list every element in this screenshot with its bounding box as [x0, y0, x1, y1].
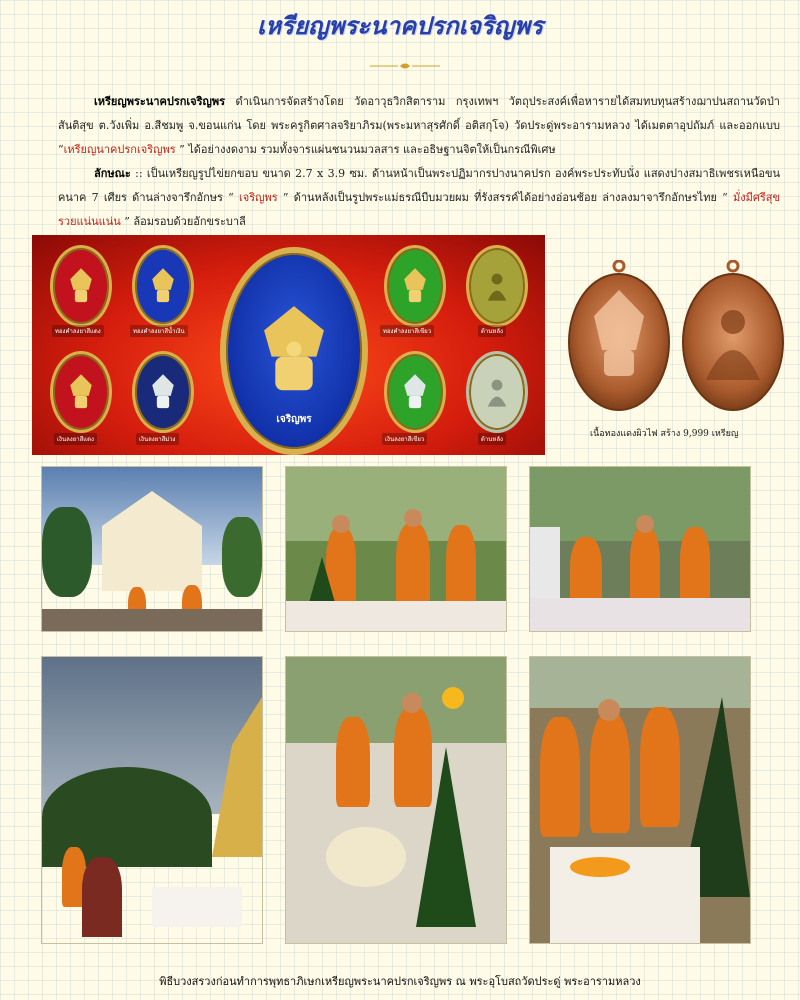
- medal-caption: เงินลงยาสีแดง: [54, 433, 97, 445]
- footer-caption: พิธีบวงสรวงก่อนทำการพุทธาภิเษกเหรียญพระนาคปรกเจริญพร ณ พระอุโบสถวัดประดู่ พระอารามหลวง: [159, 975, 641, 988]
- medal-gold-back: [466, 245, 528, 327]
- medal-showcase-banner: [32, 235, 545, 455]
- article-text: ” ได้อย่างงดงาม รวมทั้งจารแผ่นชนวนมวลสาร และอธิษฐานจิตให้เป็นกรณีพิเศษ: [175, 143, 556, 156]
- mae-thorani-icon: [482, 365, 513, 418]
- bronze-medal-pair: [566, 260, 788, 420]
- buddha-naga-icon: [148, 365, 179, 418]
- medal-caption: ทองคำลงยาสีแดง: [52, 325, 104, 337]
- medal-caption: ทองคำลงยาสีเขียว: [380, 325, 434, 337]
- medal-caption: ด้านหลัง: [478, 325, 506, 337]
- buddha-naga-icon: [400, 365, 431, 418]
- medal-silver-back: [466, 351, 528, 433]
- article-paragraph-2: [58, 162, 780, 234]
- ornament-divider: [370, 62, 440, 70]
- page-title: เหรียญพระนาคปรกเจริญพร: [257, 11, 543, 40]
- bronze-caption: เนื้อทองแดงผิวไฟ สร้าง 9,999 เหรียญ: [590, 429, 739, 439]
- medal-gold-blue: [132, 245, 194, 327]
- buddha-naga-icon: [148, 259, 179, 312]
- inscription-front: เจริญพร: [233, 191, 283, 204]
- medal-featured: [220, 247, 368, 455]
- medal-silver-purple: [132, 351, 194, 433]
- article-paragraph-1: [58, 90, 780, 162]
- medal-caption: ด้านหลัง: [478, 433, 506, 445]
- medal-gold-red: [50, 245, 112, 327]
- medal-inscription: เจริญพร: [276, 414, 312, 425]
- buddha-naga-icon: [400, 259, 431, 312]
- photo-monks-chanting-naga: [529, 656, 751, 944]
- article-lead: เหรียญพระนาคปรกเจริญพร: [94, 95, 226, 108]
- buddha-naga-icon: [257, 282, 332, 419]
- inscription-back: มั่งมีศรีสุข รวยแน่นแน่น: [58, 191, 780, 228]
- medal-caption: ทองคำลงยาสีน้ำเงิน: [130, 325, 188, 337]
- mae-thorani-icon: [482, 259, 513, 312]
- photo-monks-with-officials: [529, 466, 751, 632]
- article-text: ” ด้านหลังเป็นรูปพระแม่ธรณีบีบมวยผม ที่รังสรรค์ได้อย่างอ่อนช้อย ล่างลงมาจารึกอักษรไทย “: [282, 191, 728, 204]
- article-text: :: เป็นเหรียญรูปไข่ยกขอบ ขนาด 2.7 x 3.9 ซม. ด้านหน้าเป็นพระปฏิมากรปางนาคปรก องค์พระประทับนั่ง แสดงปางสมาธิเพชรเหนือขนคนาค 7 เศียร ด้านล่างจารึกอักษร “: [58, 167, 780, 204]
- article-text: ” ล้อมรอบด้วยอักขระบาลี: [124, 215, 246, 228]
- article-text: ดำเนินการจัดสร้างโดย วัดอาวุธวิกสิตาราม กรุงเทพฯ วัตถุประสงค์เพื่อหารายได้สมทบทุนสร้างฌาปนสถานวัดป่าสันติสุข ต.วังเพิ่ม อ.สีชมพู จ.ขอนแก่น โดย พระครูกิตศาลจริยาภิรม(พระมหาสุรศักดิ์ อติสกุโจ) วัดประดู่พระอารามหลวง ได้เมตตาอุปถัมภ์ และออกแบบ “: [58, 95, 780, 156]
- medal-caption: เงินลงยาสีเขียว: [382, 433, 427, 445]
- photo-monks-at-offerings: [285, 656, 507, 944]
- medal-silver-red: [50, 351, 112, 433]
- photo-monks-blessing-ceremony: [285, 466, 507, 632]
- photo-temple-sky-view: [41, 656, 263, 944]
- medal-name-highlight: เหรียญนาคปรกเจริญพร: [63, 143, 176, 156]
- characteristics-label: ลักษณะ: [94, 167, 131, 180]
- medal-gold-green: [384, 245, 446, 327]
- medal-silver-green: [384, 351, 446, 433]
- medal-caption: เงินลงยาสีม่วง: [136, 433, 179, 445]
- photo-temple-exterior: [41, 466, 263, 632]
- buddha-naga-icon: [66, 365, 97, 418]
- article-body: [58, 90, 780, 234]
- buddha-naga-icon: [66, 259, 97, 312]
